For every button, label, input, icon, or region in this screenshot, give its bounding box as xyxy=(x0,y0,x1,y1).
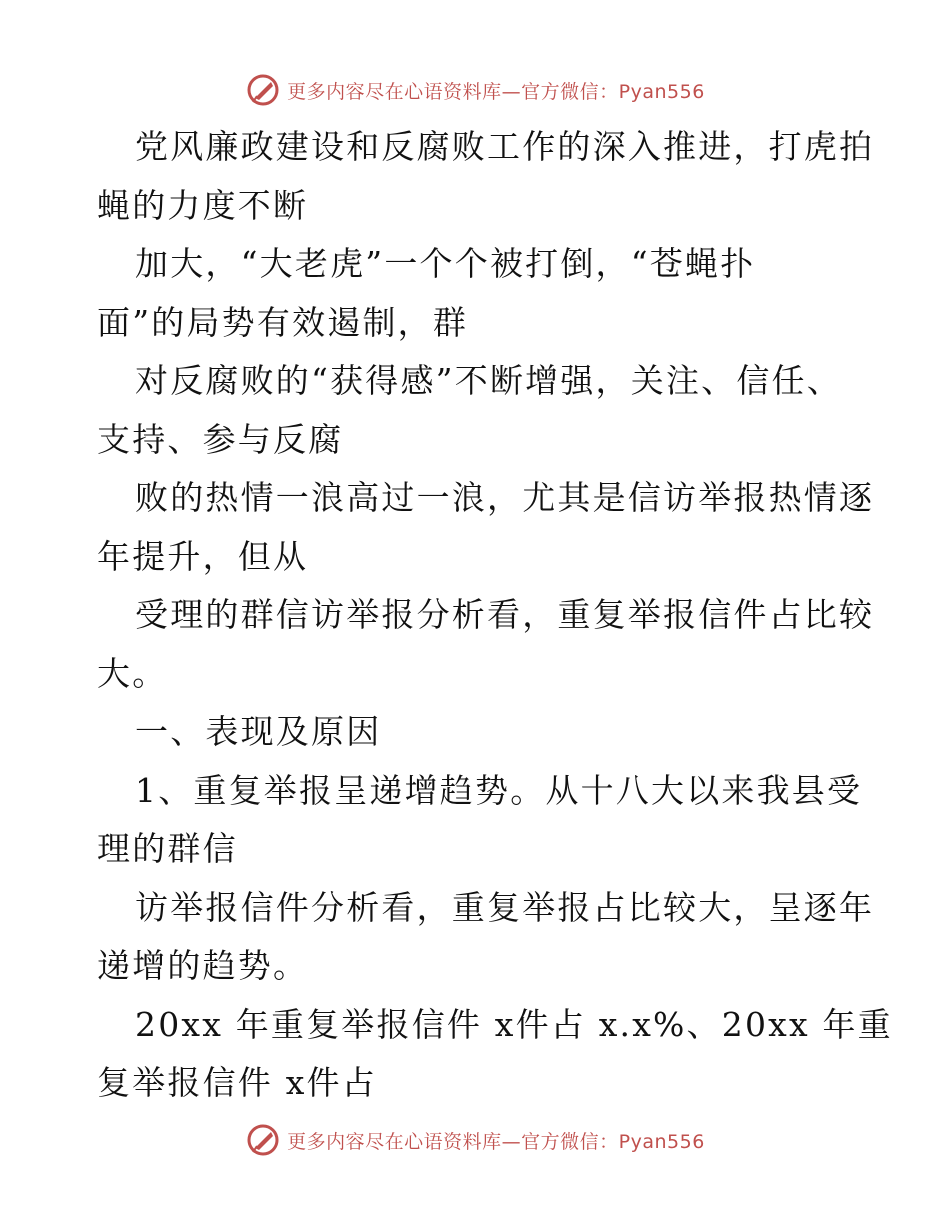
banner-text: 更多内容尽在心语资料库—官方微信：Pyan556 xyxy=(287,1130,705,1153)
paragraph-line: 蝇的力度不断 xyxy=(97,185,309,225)
quill-pen-logo-icon xyxy=(245,72,281,108)
paragraph-line: 党风廉政建设和反腐败工作的深入推进，打虎拍 xyxy=(135,127,875,166)
section-heading: 一、表现及原因 xyxy=(135,712,382,751)
paragraph-line: 受理的群信访举报分析看，重复举报信件占比较 xyxy=(135,595,875,634)
paragraph-line: 1、重复举报呈递增趋势。从十八大以来我县受 xyxy=(135,770,863,810)
paragraph-line: 20xx 年重复举报信件 x件占 x.x%、20xx 年重 xyxy=(135,1004,893,1044)
paragraph-line: 大。 xyxy=(97,653,168,693)
paragraph-line: 年提升，但从 xyxy=(97,536,309,576)
paragraph-line: 递增的趋势。 xyxy=(97,946,309,985)
banner-text: 更多内容尽在心语资料库—官方微信：Pyan556 xyxy=(287,80,705,103)
paragraph-line: 败的热情一浪高过一浪，尤其是信访举报热情逐 xyxy=(135,478,875,517)
paragraph-line: 复举报信件 x件占 xyxy=(97,1063,377,1102)
paragraph-line: 面”的局势有效遏制，群 xyxy=(97,302,469,342)
paragraph-line: 理的群信 xyxy=(97,829,238,868)
paragraph-line: 访举报信件分析看，重复举报占比较大，呈逐年 xyxy=(135,887,875,927)
paragraph-line: 加大，“大老虎”一个个被打倒，“苍蝇扑 xyxy=(135,244,756,283)
document-body xyxy=(97,118,893,1113)
quill-pen-logo-icon xyxy=(245,1122,281,1158)
paragraph-line: 对反腐败的“获得感”不断增强，关注、信任、 xyxy=(135,361,842,400)
footer-banner xyxy=(0,1120,950,1160)
paragraph-line: 支持、参与反腐 xyxy=(97,419,344,459)
header-banner xyxy=(0,70,950,110)
